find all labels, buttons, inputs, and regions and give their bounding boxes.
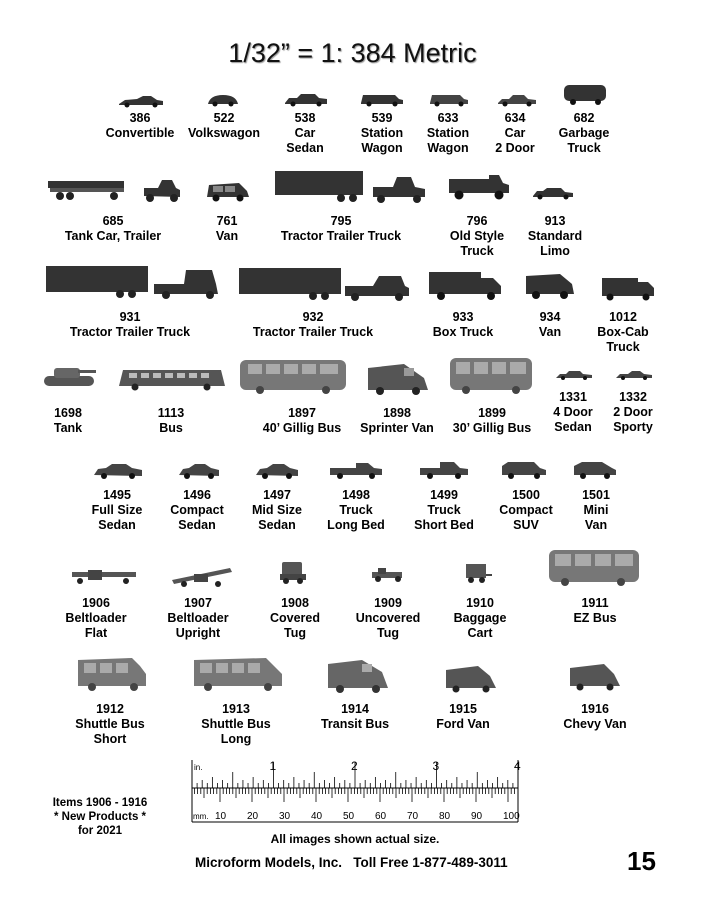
item-description-line: Box-Cab: [597, 325, 649, 339]
item-label-1912: [75, 702, 144, 747]
model-1495-image: [92, 462, 144, 480]
item-description-line: Garbage: [558, 126, 610, 140]
scale-ruler: [190, 758, 520, 824]
model-796-image: [447, 171, 511, 203]
item-label-522: [188, 111, 260, 141]
item-number: 1332: [619, 390, 647, 404]
item-label-1012: [597, 310, 648, 355]
model-1496-image: [177, 462, 221, 480]
item-number: 1495: [103, 488, 131, 502]
item-description-line: Convertible: [105, 126, 175, 140]
item-description-line: Sedan: [98, 518, 136, 532]
model-1332-image: [614, 368, 654, 382]
item-label-1495: [92, 488, 143, 533]
item-label-796: [450, 214, 504, 259]
model-685-image: [46, 178, 182, 204]
model-1331-image: [554, 368, 594, 382]
item-label-1113: [158, 406, 184, 436]
item-label-633: [427, 111, 469, 156]
item-description-line: EZ Bus: [573, 611, 617, 625]
model-538-image: [283, 92, 329, 108]
item-description-line: Volkswagon: [187, 126, 261, 140]
item-number: 522: [213, 111, 235, 125]
item-number: 1331: [559, 390, 587, 404]
item-description-line: Van: [584, 518, 608, 532]
item-number: 633: [437, 111, 459, 125]
model-1500-image: [500, 460, 548, 480]
model-1012-image: [600, 276, 656, 302]
item-description-line: Full Size: [91, 503, 143, 517]
item-description-line: Old Style: [449, 229, 505, 243]
model-1914-image: [326, 658, 390, 694]
item-description-line: Truck: [427, 503, 461, 517]
item-label-795: [281, 214, 401, 244]
item-number: 1899: [478, 406, 506, 420]
item-description-line: Station: [426, 126, 470, 140]
model-934-image: [524, 272, 576, 300]
item-label-761: [216, 214, 238, 244]
item-label-1898: [360, 406, 434, 436]
item-label-682: [559, 111, 610, 156]
item-label-1916: [563, 702, 626, 732]
item-number: 932: [302, 310, 324, 324]
item-description-line: Tractor Trailer Truck: [280, 229, 402, 243]
item-label-1909: [356, 596, 421, 641]
item-description-line: Uncovered: [355, 611, 421, 625]
model-386-image: [117, 94, 165, 108]
item-description-line: Car: [294, 126, 316, 140]
item-description-line: Sedan: [258, 518, 296, 532]
item-description-line: Beltloader: [65, 611, 127, 625]
model-1912-image: [76, 656, 148, 694]
item-description-line: Chevy Van: [563, 717, 627, 731]
item-description-line: SUV: [513, 518, 539, 532]
item-label-1698: [54, 406, 82, 436]
item-description-line: 4 Door: [553, 405, 593, 419]
item-label-1332: [613, 390, 653, 435]
item-label-685: [65, 214, 161, 244]
item-label-931: [70, 310, 190, 340]
model-1908-image: [278, 560, 308, 586]
item-description-line: Sedan: [554, 420, 592, 434]
item-number: 1898: [383, 406, 411, 420]
item-number: 539: [371, 111, 393, 125]
item-description-line: Van: [215, 229, 239, 243]
ruler-mm-label: 80: [439, 811, 451, 822]
item-number: 1916: [581, 702, 609, 716]
item-number: 1913: [222, 702, 250, 716]
item-description-line: Ford Van: [436, 717, 490, 731]
model-1907-image: [170, 566, 236, 588]
ruler-mm-label: 50: [343, 811, 355, 822]
item-description-line: Baggage: [453, 611, 507, 625]
ruler-inch-unit: in.: [194, 763, 203, 772]
item-label-1911: [573, 596, 616, 626]
item-description-line: Car: [504, 126, 526, 140]
model-933-image: [427, 270, 503, 300]
item-label-634: [495, 111, 535, 156]
item-number: 796: [466, 214, 488, 228]
item-label-1498: [327, 488, 385, 533]
model-913-image: [531, 185, 575, 201]
model-633-image: [428, 92, 470, 108]
item-description-line: Wagon: [427, 141, 469, 155]
model-539-image: [359, 92, 405, 108]
item-label-1897: [263, 406, 342, 436]
item-number: 1698: [54, 406, 82, 420]
model-1916-image: [568, 662, 622, 692]
item-description-line: Covered: [269, 611, 321, 625]
item-description-line: Cart: [467, 626, 493, 640]
ruler-inch-label: 4: [514, 759, 521, 773]
item-description-line: Box Truck: [432, 325, 494, 339]
model-1913-image: [192, 656, 284, 694]
item-number: 685: [102, 214, 124, 228]
item-number: 682: [573, 111, 595, 125]
page-number: 15: [627, 846, 656, 876]
model-932-image: [237, 266, 411, 302]
item-number: 795: [330, 214, 352, 228]
footer-contact: Microform Models, Inc. Toll Free 1-877-489-3011: [195, 855, 508, 870]
item-description-line: Tug: [377, 626, 399, 640]
item-description-line: Long: [220, 732, 252, 746]
item-label-1496: [170, 488, 223, 533]
item-label-1906: [65, 596, 126, 641]
ruler-mm-label: 30: [279, 811, 291, 822]
item-number: 934: [539, 310, 561, 324]
item-number: 1497: [263, 488, 291, 502]
note-line-1: Items 1906 - 1916: [52, 797, 148, 809]
item-label-932: [253, 310, 373, 340]
model-1897-image: [238, 358, 348, 396]
item-number: 761: [216, 214, 238, 228]
item-description-line: Shuttle Bus: [75, 717, 145, 731]
item-description-line: Van: [538, 325, 562, 339]
item-label-538: [286, 111, 324, 156]
item-label-1910: [454, 596, 507, 641]
item-description-line: Tractor Trailer Truck: [252, 325, 374, 339]
item-label-386: [106, 111, 175, 141]
item-description-line: Standard: [527, 229, 583, 243]
model-761-image: [205, 181, 251, 203]
item-description-line: Long Bed: [327, 518, 385, 532]
model-1498-image: [328, 460, 384, 480]
new-products-note: [40, 796, 160, 838]
item-number: 1498: [342, 488, 370, 502]
item-number: 1496: [183, 488, 211, 502]
item-description-line: Mini: [583, 503, 609, 517]
item-description-line: Mid Size: [251, 503, 303, 517]
item-number: 1907: [184, 596, 212, 610]
item-label-1499: [414, 488, 474, 533]
item-number: 933: [452, 310, 474, 324]
note-line-2: * New Products *: [53, 811, 147, 823]
item-label-1914: [321, 702, 389, 732]
item-description-line: Sporty: [613, 420, 653, 434]
item-description-line: Truck: [567, 141, 601, 155]
item-label-1500: [499, 488, 552, 533]
ruler-inch-label: 1: [269, 759, 277, 773]
item-number: 1909: [374, 596, 402, 610]
ruler-mm-label: 20: [247, 811, 259, 822]
model-1497-image: [254, 462, 300, 480]
item-number: 1012: [609, 310, 637, 324]
item-description-line: Upright: [175, 626, 221, 640]
item-number: 1500: [512, 488, 540, 502]
item-number: 386: [129, 111, 151, 125]
ruler-inch-label: 3: [432, 759, 440, 773]
item-number: 1910: [466, 596, 494, 610]
item-description-line: Wagon: [361, 141, 403, 155]
ruler-mm-label: 90: [471, 811, 483, 822]
ruler-caption: All images shown actual size.: [270, 832, 440, 846]
item-description-line: Sprinter Van: [360, 421, 434, 435]
model-1910-image: [462, 562, 494, 584]
ruler-mm-label: 70: [407, 811, 419, 822]
item-number: 1915: [449, 702, 477, 716]
model-634-image: [496, 93, 538, 107]
item-number: 1897: [288, 406, 316, 420]
item-description-line: 30’ Gillig Bus: [452, 421, 532, 435]
item-description-line: Truck: [460, 244, 494, 258]
item-description-line: 40’ Gillig Bus: [262, 421, 342, 435]
item-label-1915: [436, 702, 489, 732]
item-number: 538: [294, 111, 316, 125]
item-description-line: Beltloader: [167, 611, 229, 625]
item-description-line: 2 Door: [495, 141, 535, 155]
item-label-1913: [201, 702, 270, 747]
item-number: 1912: [96, 702, 124, 716]
ruler-mm-label: 100: [503, 811, 520, 822]
item-description-line: Compact: [499, 503, 553, 517]
item-number: 1113: [157, 406, 185, 420]
item-label-1331: [553, 390, 593, 435]
item-label-1908: [270, 596, 320, 641]
item-number: 1911: [581, 596, 609, 610]
item-description-line: Truck: [339, 503, 373, 517]
item-number: 634: [504, 111, 526, 125]
ruler-mm-label: 10: [215, 811, 227, 822]
item-number: 1501: [582, 488, 610, 502]
item-description-line: Short: [93, 732, 127, 746]
item-number: 931: [119, 310, 141, 324]
item-label-913: [528, 214, 582, 259]
item-number: 913: [544, 214, 566, 228]
model-1501-image: [572, 460, 618, 480]
item-label-1501: [582, 488, 610, 533]
item-description-line: 2 Door: [613, 405, 653, 419]
note-line-3: for 2021: [77, 825, 123, 837]
model-1911-image: [547, 548, 641, 588]
item-description-line: Tank Car, Trailer: [64, 229, 162, 243]
item-number: 1914: [341, 702, 369, 716]
item-description-line: Tug: [284, 626, 306, 640]
model-931-image: [44, 264, 220, 300]
item-label-1907: [167, 596, 228, 641]
item-description-line: Limo: [540, 244, 570, 258]
item-description-line: Sedan: [286, 141, 324, 155]
page-title: 1/32” = 1: 384 Metric: [228, 38, 477, 68]
item-number: 1908: [281, 596, 309, 610]
model-795-image: [273, 169, 429, 205]
ruler-mm-label: 60: [375, 811, 387, 822]
ruler-mm-label: 40: [311, 811, 323, 822]
model-522-image: [206, 92, 240, 108]
item-description-line: Truck: [606, 340, 640, 354]
item-description-line: Sedan: [178, 518, 216, 532]
item-description-line: Flat: [84, 626, 108, 640]
item-number: 1499: [430, 488, 458, 502]
model-1698-image: [40, 362, 98, 390]
item-label-1497: [252, 488, 302, 533]
item-description-line: Short Bed: [414, 518, 474, 532]
item-description-line: Bus: [159, 421, 183, 435]
item-description-line: Station: [360, 126, 404, 140]
model-1113-image: [115, 366, 227, 392]
model-1899-image: [448, 356, 534, 396]
item-label-933: [433, 310, 493, 340]
item-description-line: Compact: [170, 503, 224, 517]
item-description-line: Transit Bus: [320, 717, 390, 731]
item-label-1899: [453, 406, 532, 436]
model-1499-image: [418, 460, 470, 480]
item-description-line: Shuttle Bus: [201, 717, 271, 731]
model-1915-image: [444, 664, 498, 694]
item-description-line: Tractor Trailer Truck: [69, 325, 191, 339]
ruler-inch-label: 2: [351, 759, 358, 773]
item-label-539: [361, 111, 403, 156]
model-1906-image: [70, 566, 140, 586]
ruler-mm-unit: mm.: [193, 812, 209, 821]
model-1898-image: [366, 362, 430, 396]
item-description-line: Tank: [53, 421, 83, 435]
item-label-934: [539, 310, 561, 340]
model-682-image: [562, 83, 608, 107]
item-number: 1906: [82, 596, 110, 610]
model-1909-image: [368, 566, 408, 584]
